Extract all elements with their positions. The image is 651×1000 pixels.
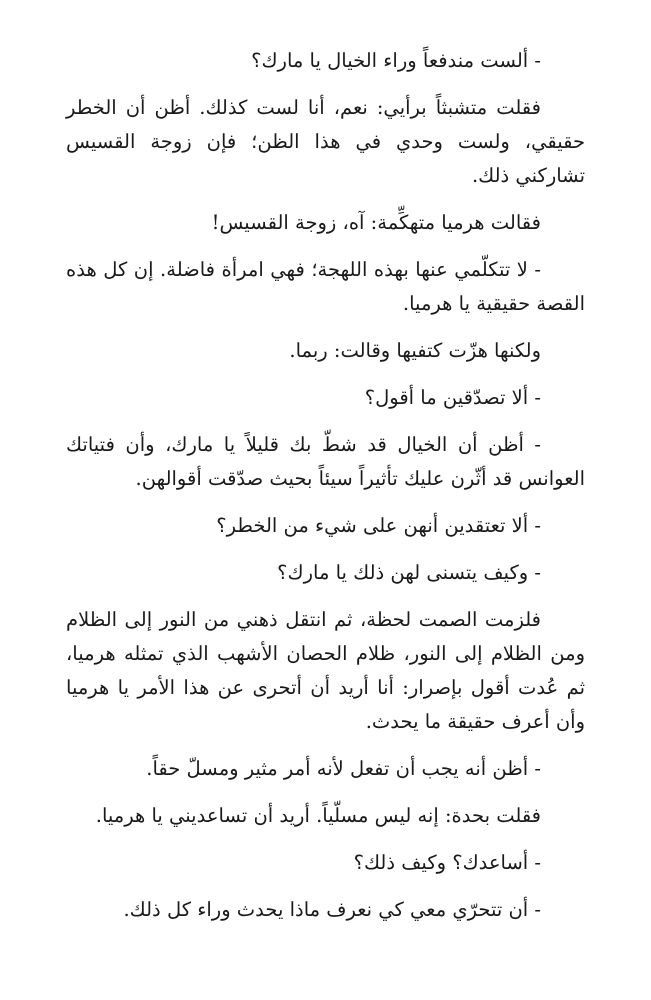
paragraph-3: فقالت هرميا متهكِّمة: آه، زوجة القسيس! xyxy=(211,211,541,234)
paragraph-10: فلزمت الصمت لحظة، ثم انتقل ذهني من النور إلى الظلام ومن الظلام إلى النور، ظلام الحصان الأشهب الذي تمثله هرميا، ثم عُدت أقول بإصرار: أنا أريد أن أتحرى عن هذا الأمر يا هرميا وأن أعرف حقيقة ما يحدث. xyxy=(66,608,585,733)
paragraph-7: - أظن أن الخيال قد شطّ بك قليلاً يا مارك، وأن فتياتك العوانس قد أثّرن عليك تأثيراً سيئاً بحيث صدّقت أقوالهن. xyxy=(66,433,585,490)
paragraph-4: - لا تتكلّمي عنها بهذه اللهجة؛ فهي امرأة فاضلة. إن كل هذه القصة حقيقية يا هرميا. xyxy=(66,258,585,315)
paragraph-14: - أن تتحرّي معي كي نعرف ماذا يحدث وراء كل ذلك. xyxy=(123,898,541,921)
paragraph-5: ولكنها هزّت كتفيها وقالت: ربما. xyxy=(289,339,541,362)
paragraph-1: - ألست مندفعاً وراء الخيال يا مارك؟ xyxy=(251,49,541,72)
paragraph-2: فقلت متشبثاً برأيي: نعم، أنا لست كذلك. أظن أن الخطر حقيقي، ولست وحدي في هذا الظن؛ فإن زوجة القسيس تشاركني ذلك. xyxy=(66,96,585,187)
paragraph-12: فقلت بحدة: إنه ليس مسلّياً. أريد أن تساعديني يا هرميا. xyxy=(95,804,541,827)
paragraph-11: - أظن أنه يجب أن تفعل لأنه أمر مثير ومسلّ حقاً. xyxy=(146,757,541,780)
paragraph-13: - أساعدك؟ وكيف ذلك؟ xyxy=(353,851,541,874)
paragraph-9: - وكيف يتسنى لهن ذلك يا مارك؟ xyxy=(277,561,541,584)
paragraph-8: - ألا تعتقدين أنهن على شيء من الخطر؟ xyxy=(216,514,541,537)
paragraph-6: - ألا تصدّقين ما أقول؟ xyxy=(364,386,541,409)
